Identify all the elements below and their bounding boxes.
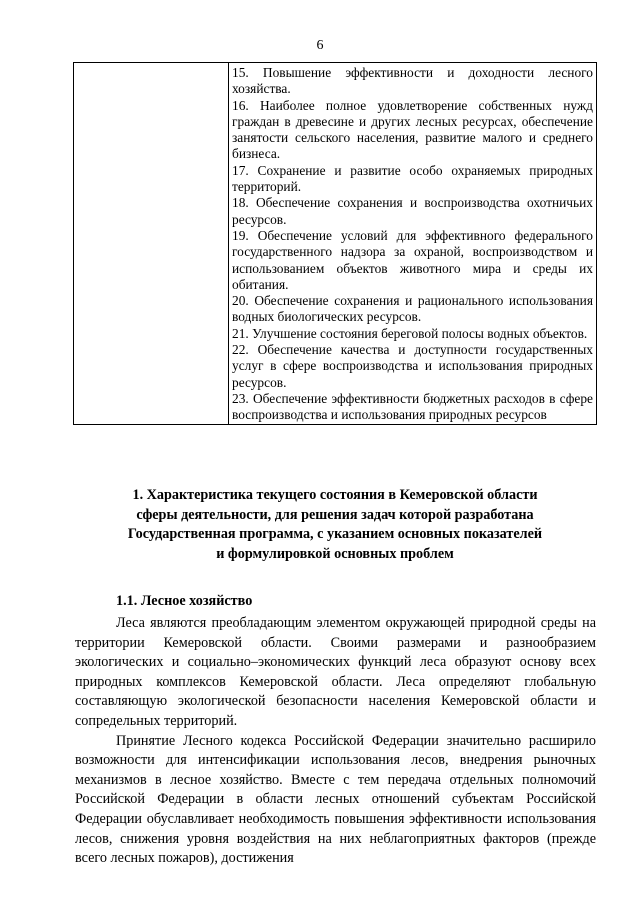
goal-item: 22. Обеспечение качества и доступности государственных услуг в сфере воспроизводства и использования природных ресурсов. (232, 342, 593, 390)
section-heading-line: сферы деятельности, для решения задач которой разработана (136, 506, 534, 523)
page-number: 6 (316, 38, 324, 53)
subsection-title: 1.1. Лесное хозяйство (116, 593, 253, 609)
goal-item: 19. Обеспечение условий для эффективного федерального государственного надзора за охраной, воспроизводством и использованием объектов животного мира и среды их обитания. (232, 227, 593, 292)
paragraph: Принятие Лесного кодекса Российской Федерации значительно расширило возможности для интенсификации использования лесов, внедрения рыночных механизмов в лесное хозяйство. Вместе с тем передача отдельных полномочий Российской Федерации в области лесных отношений субъектам Российской Федерации обуславливает необходимость повышения эффективности использования лесов, снижения уровня воздействия на них неблагоприятных факторов (прежде всего лесных пожаров), достижения (75, 732, 596, 867)
goal-item: 18. Обеспечение сохранения и воспроизводства охотничьих ресурсов. (232, 195, 593, 227)
goal-item: 21. Улучшение состояния береговой полосы водных объектов. (232, 325, 588, 341)
table-cell-empty (74, 63, 229, 425)
section-heading-line: и формулировкой основных проблем (216, 545, 454, 562)
goal-item: 16. Наиболее полное удовлетворение собственных нужд граждан в древесине и других лесных ресурсах, обеспечение занятости сельского населения, развитие малого и среднего бизнеса. (232, 97, 593, 162)
goal-item: 20. Обеспечение сохранения и рационального использования водных биологических ресурсов. (232, 293, 593, 325)
paragraph: Леса являются преобладающим элементом окружающей природной среды на территории Кемеровской области. Своими размерами и разнообразием экологических и социально–экономических функций леса образуют основу всех природных комплексов Кемеровской области. Леса определяют глобальную составляющую экологической безопасности населения Кемеровской области и сопредельных территорий. (75, 615, 596, 729)
body-text (75, 614, 596, 869)
section-heading-line: Государственная программа, с указанием основных показателей (127, 526, 543, 542)
table-cell-goals (229, 63, 597, 425)
section-heading (90, 486, 580, 564)
goals-table (73, 62, 597, 425)
goal-item: 15. Повышение эффективности и доходности лесного хозяйства. (232, 65, 593, 97)
goal-item: 17. Сохранение и развитие особо охраняемых природных территорий. (232, 162, 593, 195)
goal-item: 23. Обеспечение эффективности бюджетных расходов в сфере воспроизводства и использования природных ресурсов (232, 390, 593, 423)
table-row (74, 63, 597, 425)
section-heading-line: 1. Характеристика текущего состояния в Кемеровской области (132, 487, 538, 503)
